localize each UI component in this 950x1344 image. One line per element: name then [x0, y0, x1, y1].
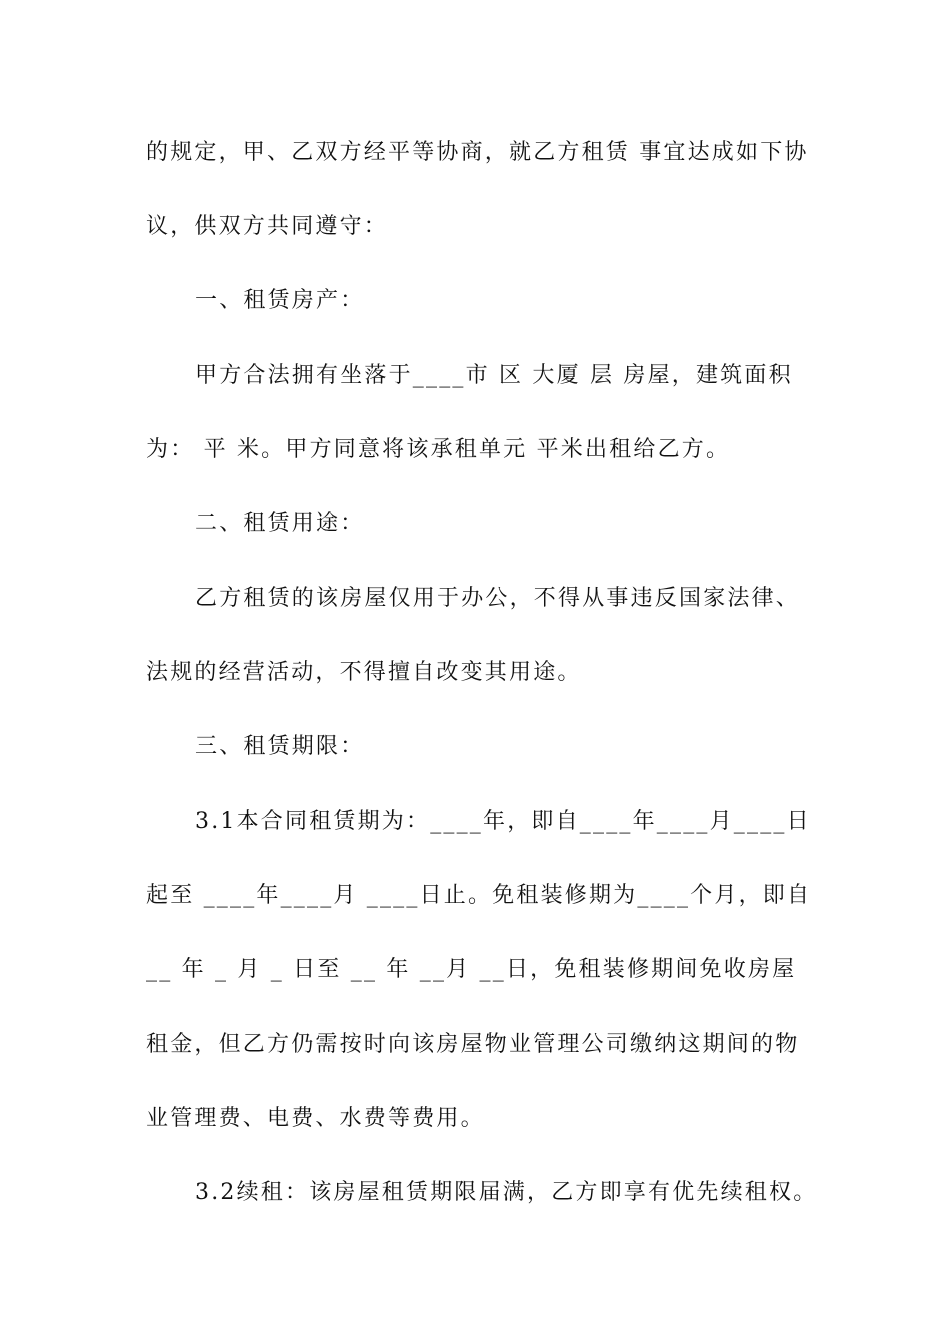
text-line: 租金，但乙方仍需按时向该房屋物业管理公司缴纳这期间的物: [146, 1032, 800, 1057]
text-line: 议，供双方共同遵守：: [146, 214, 389, 239]
text-line: 业管理费、电费、水费等费用。: [146, 1106, 485, 1131]
section-heading: 一、租赁房产：: [195, 288, 365, 313]
text-line: 的规定，甲、乙双方经平等协商，就乙方租赁 事宜达成如下协: [146, 140, 809, 165]
section-heading: 二、租赁用途：: [195, 511, 365, 536]
text-line: 为： 平 米。甲方同意将该承租单元 平米出租给乙方。: [146, 437, 731, 462]
text-line: 起至 ____年____月 ____日止。免租装修期为____个月，即自: [146, 883, 812, 908]
text-line: 3.2续租：该房屋租赁期限届满，乙方即享有优先续租权。: [195, 1180, 818, 1205]
text-line: 法规的经营活动，不得擅自改变其用途。: [146, 660, 582, 685]
text-line: 3.1本合同租赁期为：____年，即自____年____月____日: [195, 809, 811, 834]
section-heading: 三、租赁期限：: [195, 734, 365, 759]
text-line: 甲方合法拥有坐落于____市 区 大厦 层 房屋，建筑面积: [195, 363, 793, 388]
text-line: __ 年 _ 月 _ 日至 __ 年 __月 __日，免租装修期间免收房屋: [146, 957, 797, 982]
text-line: 乙方租赁的该房屋仅用于办公，不得从事违反国家法律、: [195, 586, 801, 611]
